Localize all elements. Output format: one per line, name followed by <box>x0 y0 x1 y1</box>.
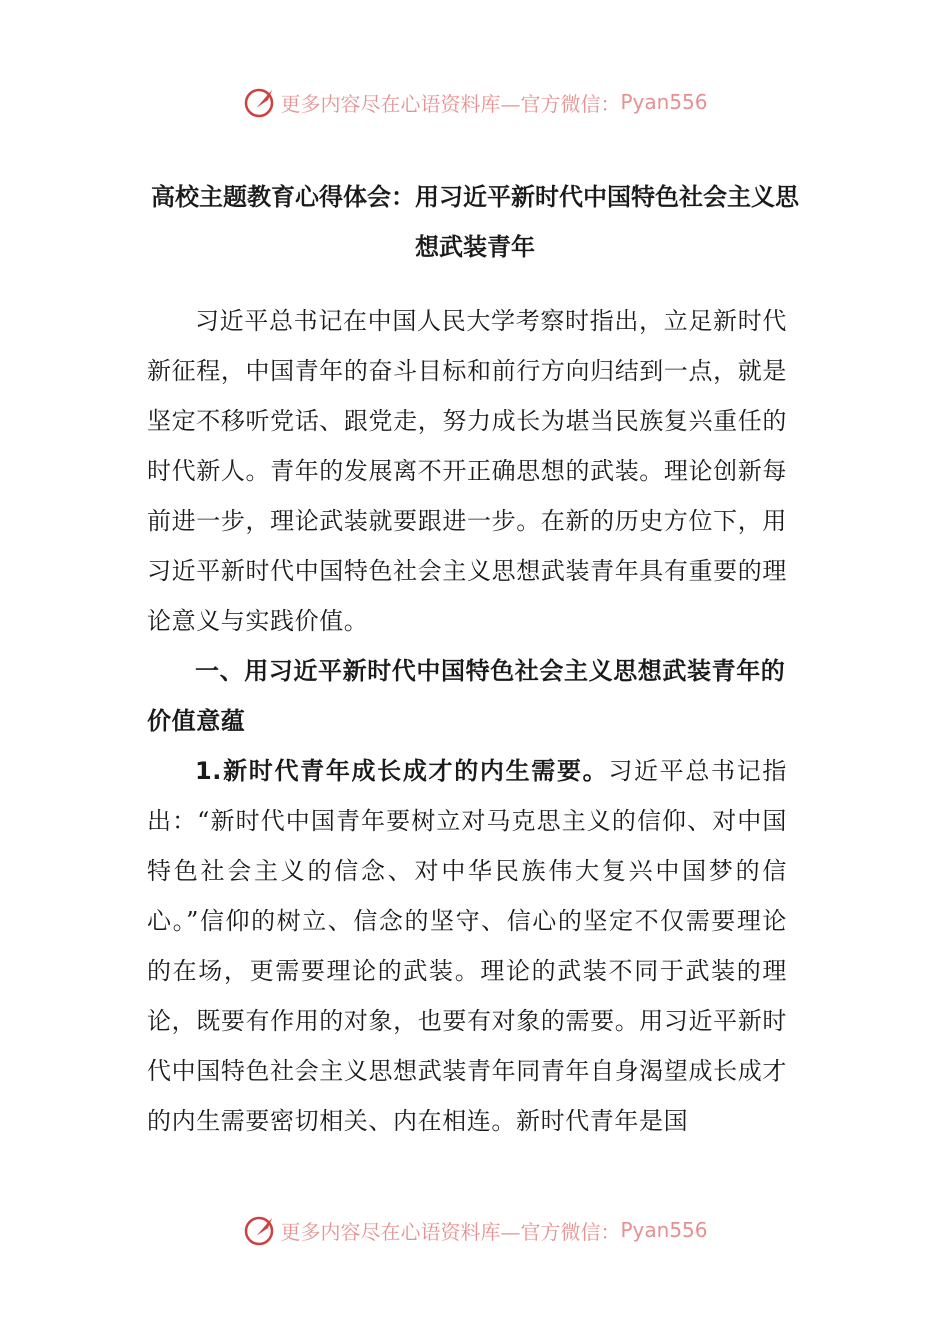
header-banner <box>0 82 950 122</box>
point-1-paragraph <box>147 746 787 1146</box>
banner-text: 更多内容尽在心语资料库—官方微信： <box>280 91 621 116</box>
banner-text: 更多内容尽在心语资料库—官方微信： <box>280 1219 621 1244</box>
footer-banner <box>0 1210 950 1250</box>
banner-wechat-id: Pyan556 <box>620 1218 708 1242</box>
banner-wechat-id: Pyan556 <box>620 90 708 114</box>
point-1-text: 习近平总书记指出：“新时代中国青年要树立对马克思主义的信仰、对中国特色社会主义的信念、对中华民族伟大复兴中国梦的信心。”信仰的树立、信念的坚守、信心的坚定不仅需要理论的在场，更需要理论的武装。理论的武装不同于武装的理论，既要有作用的对象，也要有对象的需要。用习近平新时代中国特色社会主义思想武装青年同青年自身渴望成长成才的内生需要密切相关、内在相连。新时代青年是国 <box>147 757 787 1135</box>
document-body <box>147 296 787 1146</box>
section-heading-1: 一、用习近平新时代中国特色社会主义思想武装青年的价值意蕴 <box>147 657 786 735</box>
intro-paragraph: 习近平总书记在中国人民大学考察时指出，立足新时代新征程，中国青年的奋斗目标和前行方向归结到一点，就是坚定不移听党话、跟党走，努力成长为堪当民族复兴重任的时代新人。青年的发展离不开正确思想的武装。理论创新每前进一步，理论武装就要跟进一步。在新的历史方位下，用习近平新时代中国特色社会主义思想武装青年具有重要的理论意义与实践价值。 <box>147 307 787 635</box>
document-title: 高校主题教育心得体会：用习近平新时代中国特色社会主义思想武装青年 <box>151 183 799 261</box>
point-1-lead: 1.新时代青年成长成才的内生需要。 <box>195 757 609 785</box>
quill-logo-icon <box>242 1212 278 1248</box>
quill-logo-icon <box>242 84 278 120</box>
